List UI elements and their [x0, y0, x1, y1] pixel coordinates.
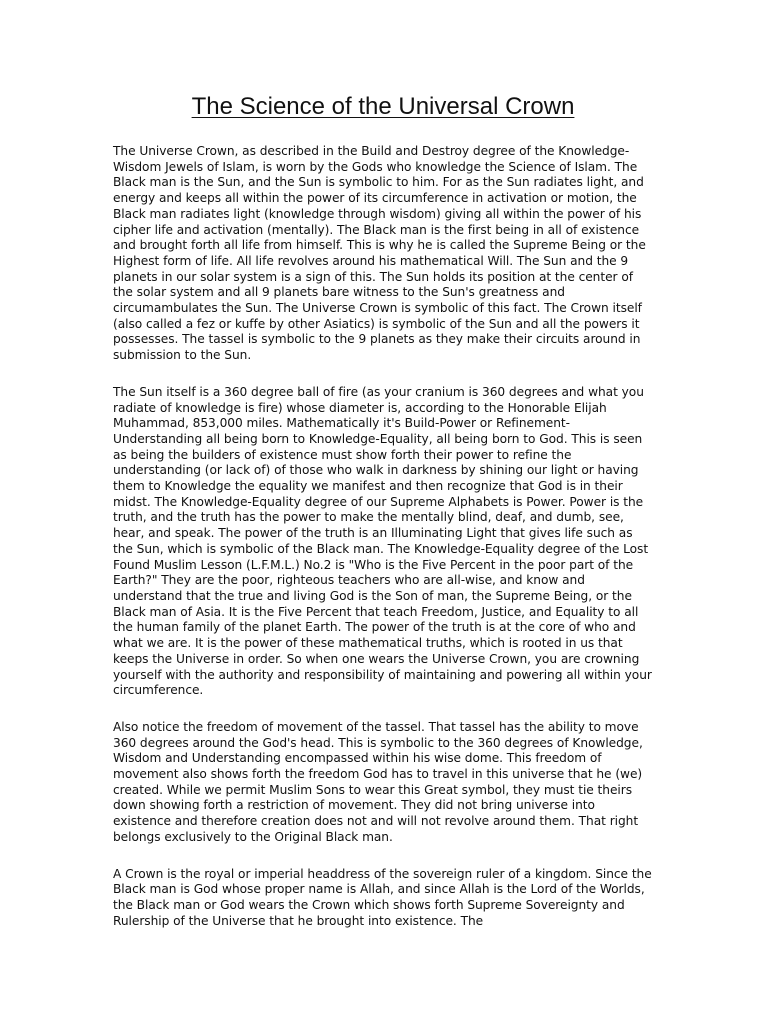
- paragraph-3: Also notice the freedom of movement of the tassel. That tassel has the ability to move 360 degrees around the God's head. This is symbolic to the 360 degrees of Knowledge, Wisdom and Understanding encompassed within his wise dome. This freedom of movement also shows forth the freedom God has to travel in this universe that he (we) created. While we permit Muslim Sons to wear this Great symbol, they must tie theirs down showing forth a restriction of movement. They did not bring universe into existence and therefore creation does not and will not revolve around them. That right belongs exclusively to the Original Black man.: [113, 719, 643, 844]
- document-page: [113, 92, 653, 950]
- paragraph-4: A Crown is the royal or imperial headdress of the sovereign ruler of a kingdom. Since the Black man is God whose proper name is Allah, and since Allah is the Lord of the Worlds, the Black man or God wears the Crown which shows forth Supreme Sovereignty and Rulership of the Universe that he brought into existence. The: [113, 866, 652, 928]
- document-title: The Science of the Universal Crown: [191, 93, 575, 120]
- paragraph-1: The Universe Crown, as described in the Build and Destroy degree of the Knowledge-Wisdom Jewels of Islam, is worn by the Gods who knowledge the Science of Islam. The Black man is the Sun, and the Sun is symbolic to him. For as the Sun radiates light, and energy and keeps all within the power of its circumference in activation or motion, the Black man radiates light (knowledge through wisdom) giving all within the power of his cipher life and activation (mentally). The Black man is the first being in all of existence and brought forth all life from himself. This is why he is called the Supreme Being or the Highest form of life. All life revolves around his mathematical Will. The Sun and the 9 planets in our solar system is a sign of this. The Sun holds its position at the center of the solar system and all 9 planets bare witness to the Sun's greatness and circumambulates the Sun. The Universe Crown is symbolic of this fact. The Crown itself (also called a fez or kuffe by other Asiatics) is symbolic of the Sun and all the powers it possesses. The tassel is symbolic to the 9 planets as they make their circuits around in submission to the Sun.: [113, 144, 646, 363]
- paragraph-2: The Sun itself is a 360 degree ball of fire (as your cranium is 360 degrees and what you radiate of knowledge is fire) whose diameter is, according to the Honorable Elijah Muhammad, 853,000 miles. Mathematically it's Build-Power or Refinement-Understanding all being born to Knowledge-Equality, all being born to God. This is seen as being the builders of existence must show forth their power to refine the understanding (or lack of) of those who walk in darkness by shining our light or having them to Knowledge the equality we manifest and then recognize that God is in their midst. The Knowledge-Equality degree of our Supreme Alphabets is Power. Power is the truth, and the truth has the power to make the mentally blind, deaf, and dumb, see, hear, and speak. The power of the truth is an Illuminating Light that gives life such as the Sun, which is symbolic of the Black man. The Knowledge-Equality degree of the Lost Found Muslim Lesson (L.F.M.L.) No.2 is "Who is the Five Percent in the poor part of the Earth?" They are the poor, righteous teachers who are all-wise, and know and understand that the true and living God is the Son of man, the Supreme Being, or the Black man of Asia. It is the Five Percent that teach Freedom, Justice, and Equality to all the human family of the planet Earth. The power of the truth is at the core of who and what we are. It is the power of these mathematical truths, which is rooted in us that keeps the Universe in order. So when one wears the Universe Crown, you are crowning yourself with the authority and responsibility of maintaining and powering all within your circumference.: [113, 384, 652, 698]
